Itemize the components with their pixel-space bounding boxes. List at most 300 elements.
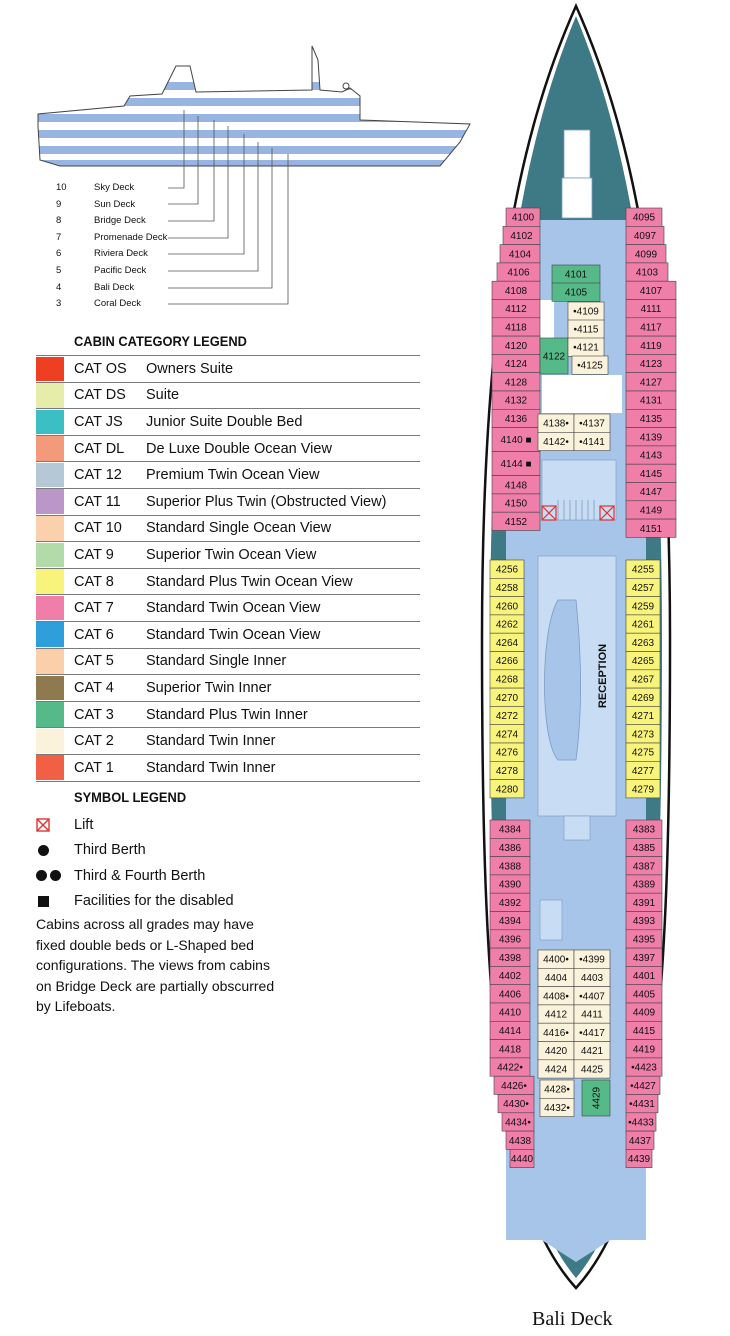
cabin-4280 (490, 780, 524, 798)
svg-text:•4137: •4137 (579, 418, 605, 430)
deck-name: Bridge Deck (94, 215, 146, 227)
category-code: CAT 5 (74, 653, 114, 670)
category-swatch (36, 622, 64, 647)
cabin-4111 (626, 300, 676, 318)
legend-item-fourth-berth (36, 863, 234, 889)
cabin-4266 (490, 652, 524, 670)
cabin-4145 (626, 464, 676, 482)
cabin-4270 (490, 688, 524, 706)
svg-text:4261: 4261 (631, 619, 655, 631)
cabin-4137 (574, 414, 610, 432)
svg-text:4438: 4438 (508, 1135, 532, 1147)
cabin-4399 (574, 950, 610, 968)
reception-label: RECEPTION (597, 643, 609, 709)
cabin-4278 (490, 761, 524, 779)
svg-text:4271: 4271 (631, 711, 655, 723)
cabin-4152 (492, 512, 540, 530)
cabin-4414 (490, 1021, 530, 1039)
svg-text:4415: 4415 (632, 1025, 656, 1037)
category-name: Owners Suite (146, 360, 234, 377)
cabin-4388 (490, 857, 530, 875)
cabin-4265 (626, 652, 660, 670)
svg-text:4434•: 4434• (505, 1117, 531, 1129)
svg-text:•4417: •4417 (579, 1027, 605, 1039)
category-name: Standard Plus Twin Ocean View (146, 573, 353, 590)
cabin-4424 (538, 1060, 574, 1078)
svg-text:4123: 4123 (639, 359, 663, 371)
category-swatch (36, 410, 64, 435)
svg-text:4262: 4262 (495, 619, 519, 631)
cabin-4410 (490, 1003, 530, 1021)
category-code: CAT 8 (74, 573, 114, 590)
third-berth-icon (36, 845, 74, 856)
cabin-4385 (626, 838, 662, 856)
category-code: CAT JS (74, 413, 123, 430)
cabin-4390 (490, 875, 530, 893)
cabin-category-legend (36, 355, 420, 782)
cabin-4150 (492, 494, 540, 512)
cabin-4264 (490, 633, 524, 651)
cabin-4415 (626, 1021, 662, 1039)
category-code: CAT 3 (74, 706, 114, 723)
cabin-4097 (626, 226, 664, 244)
svg-text:4425: 4425 (580, 1064, 604, 1076)
cabin-4112 (492, 300, 540, 318)
cabin-4405 (626, 985, 662, 1003)
cabin-4102 (503, 226, 540, 244)
svg-text:4135: 4135 (639, 413, 663, 425)
category-row (36, 755, 420, 782)
category-row (36, 516, 420, 543)
cabin-note: Cabins across all grades may have fixed double beds or L-Shaped bed configurations. The views from cabins on Bridge Deck are partially obscurred by Lifeboats. (36, 916, 275, 1014)
deck-number: 8 (56, 215, 62, 227)
cabin-4261 (626, 615, 660, 633)
cabin-4144 (492, 452, 540, 476)
category-swatch (36, 702, 64, 727)
category-swatch (36, 463, 64, 488)
svg-text:4131: 4131 (639, 395, 663, 407)
svg-text:4394: 4394 (498, 916, 522, 928)
svg-text:4279: 4279 (631, 784, 655, 796)
legend-label-third-berth: Third Berth (74, 842, 146, 859)
svg-text:4406: 4406 (498, 989, 522, 1001)
category-swatch (36, 569, 64, 594)
category-row (36, 409, 420, 436)
cabin-4433 (626, 1113, 656, 1131)
category-code: CAT 9 (74, 546, 114, 563)
svg-text:4132: 4132 (504, 395, 528, 407)
svg-text:4273: 4273 (631, 729, 655, 741)
cabin-4384 (490, 820, 530, 838)
fourth-berth-icon (36, 870, 74, 881)
cabin-4396 (490, 930, 530, 948)
cabin-4275 (626, 743, 660, 761)
category-row (36, 622, 420, 649)
cabin-4131 (626, 391, 676, 409)
cabin-4106 (497, 263, 540, 281)
legend-label-lift: Lift (74, 816, 94, 833)
svg-text:4424: 4424 (544, 1064, 568, 1076)
svg-text:4439: 4439 (627, 1154, 651, 1166)
svg-text:4418: 4418 (498, 1044, 522, 1056)
deck-name: Sun Deck (94, 198, 136, 210)
svg-text:4264: 4264 (495, 637, 519, 649)
cabin-4151 (626, 519, 676, 537)
cabin-4408 (538, 987, 574, 1005)
svg-text:•4109: •4109 (573, 306, 599, 318)
category-name: Standard Twin Ocean View (146, 626, 321, 643)
cabin-4268 (490, 670, 524, 688)
cabin-4412 (538, 1005, 574, 1023)
cabin-4401 (626, 966, 662, 984)
cabin-4257 (626, 578, 660, 596)
svg-text:4150: 4150 (504, 498, 528, 510)
cabin-4135 (626, 409, 676, 427)
svg-text:4104: 4104 (508, 249, 532, 261)
cabin-4259 (626, 597, 660, 615)
svg-text:4428•: 4428• (544, 1084, 570, 1096)
svg-text:4099: 4099 (634, 249, 658, 261)
cabin-4273 (626, 725, 660, 743)
category-row (36, 675, 420, 702)
category-row (36, 728, 420, 755)
svg-text:4389: 4389 (632, 879, 656, 891)
svg-text:•4399: •4399 (579, 954, 605, 966)
cabin-4418 (490, 1040, 530, 1058)
deck-number: 3 (56, 298, 62, 310)
svg-text:4278: 4278 (495, 765, 519, 777)
deck-name: Riviera Deck (94, 248, 148, 260)
cabin-4099 (626, 245, 666, 263)
cabin-4260 (490, 597, 524, 615)
cabin-4256 (490, 560, 524, 578)
cabin-4403 (574, 968, 610, 986)
svg-text:4148: 4148 (504, 480, 528, 492)
category-row (36, 462, 420, 489)
cabin-4149 (626, 501, 676, 519)
category-row (36, 649, 420, 676)
category-swatch (36, 383, 64, 408)
cabin-4100 (506, 208, 540, 226)
cabin-4262 (490, 615, 524, 633)
svg-text:4426•: 4426• (501, 1080, 527, 1092)
svg-text:4392: 4392 (498, 897, 522, 909)
svg-text:4120: 4120 (504, 340, 528, 352)
svg-text:4105: 4105 (564, 287, 588, 299)
deck-row (56, 213, 167, 230)
cabin-4277 (626, 761, 660, 779)
cabin-4258 (490, 578, 524, 596)
category-row (36, 489, 420, 516)
cabin-4434 (502, 1113, 534, 1131)
category-swatch (36, 676, 64, 701)
svg-text:4396: 4396 (498, 934, 522, 946)
svg-text:4277: 4277 (631, 765, 655, 777)
category-name: Superior Twin Ocean View (146, 546, 317, 563)
cabin-4402 (490, 966, 530, 984)
category-row (36, 569, 420, 596)
symbol-legend-title: SYMBOL LEGEND (74, 789, 187, 805)
cabin-4387 (626, 857, 662, 875)
deck-name: Pacific Deck (94, 264, 147, 276)
svg-text:4274: 4274 (495, 729, 519, 741)
cabin-4404 (538, 968, 574, 986)
category-name: Standard Twin Inner (146, 759, 276, 776)
svg-text:4103: 4103 (635, 267, 659, 279)
cabin-4142 (538, 432, 574, 450)
cabin-4119 (626, 336, 676, 354)
category-name: Standard Plus Twin Inner (146, 706, 308, 723)
svg-text:4151: 4151 (639, 523, 663, 535)
cabin-4383 (626, 820, 662, 838)
svg-text:4127: 4127 (639, 377, 663, 389)
svg-text:4145: 4145 (639, 468, 663, 480)
svg-text:4405: 4405 (632, 989, 656, 1001)
category-row (36, 702, 420, 729)
category-code: CAT 2 (74, 733, 114, 750)
deck-number: 10 (56, 182, 67, 193)
category-code: CAT DS (74, 387, 126, 404)
cabin-4136 (492, 409, 540, 427)
svg-text:4266: 4266 (495, 656, 519, 668)
cabin-4386 (490, 838, 530, 856)
cabin-4438 (506, 1131, 534, 1149)
svg-text:4124: 4124 (504, 359, 528, 371)
deck-plan (476, 0, 730, 1300)
svg-text:4390: 4390 (498, 879, 522, 891)
legend-item-lift (36, 812, 234, 838)
cabin-4269 (626, 688, 660, 706)
cabin-4429 (582, 1080, 610, 1116)
cabin-4263 (626, 633, 660, 651)
cabin-4393 (626, 912, 662, 930)
category-row (36, 383, 420, 410)
disabled-facilities-icon (36, 896, 74, 907)
deck-row (56, 280, 167, 297)
svg-text:•4433: •4433 (628, 1117, 654, 1129)
svg-text:4410: 4410 (498, 1007, 522, 1019)
cabin-4276 (490, 743, 524, 761)
svg-text:4386: 4386 (498, 842, 522, 854)
category-name: Junior Suite Double Bed (146, 413, 303, 430)
svg-text:4136: 4136 (504, 413, 528, 425)
cabin-4118 (492, 318, 540, 336)
svg-text:•4407: •4407 (579, 991, 605, 1003)
svg-text:4384: 4384 (498, 824, 522, 836)
svg-text:4106: 4106 (507, 267, 530, 279)
svg-text:4128: 4128 (504, 377, 528, 389)
lift-icon (36, 818, 74, 832)
category-swatch (36, 543, 64, 568)
cabin-4431 (626, 1095, 658, 1113)
svg-text:4122: 4122 (542, 351, 566, 363)
cabin-4103 (626, 263, 668, 281)
svg-text:4398: 4398 (498, 952, 522, 964)
cabin-4439 (626, 1149, 652, 1167)
cabin-4420 (538, 1042, 574, 1060)
cabin-4122 (540, 338, 568, 374)
cabin-4115 (568, 320, 604, 338)
category-code: CAT 10 (74, 520, 122, 537)
cabin-4398 (490, 948, 530, 966)
category-swatch (36, 649, 64, 674)
svg-text:4437: 4437 (628, 1135, 652, 1147)
deck-name: Coral Deck (94, 298, 141, 310)
svg-text:4383: 4383 (632, 824, 656, 836)
cabin-4425 (574, 1060, 610, 1078)
svg-text:4255: 4255 (631, 564, 655, 576)
svg-text:4267: 4267 (631, 674, 655, 686)
svg-text:4397: 4397 (632, 952, 656, 964)
cabin-4101 (552, 265, 600, 283)
cabin-4422 (490, 1058, 530, 1076)
category-code: CAT 12 (74, 467, 122, 484)
category-swatch (36, 357, 64, 382)
svg-text:4144 ■: 4144 ■ (500, 459, 532, 471)
deck-number: 7 (56, 231, 62, 243)
category-row (36, 542, 420, 569)
category-name: Standard Single Ocean View (146, 520, 332, 537)
svg-text:4138•: 4138• (543, 418, 569, 430)
cabin-4400 (538, 950, 574, 968)
cabin-4148 (492, 476, 540, 494)
svg-text:4412: 4412 (544, 1009, 568, 1021)
svg-text:4385: 4385 (632, 842, 656, 854)
cabin-4271 (626, 706, 660, 724)
svg-text:•4115: •4115 (573, 324, 599, 336)
svg-text:4422•: 4422• (497, 1062, 523, 1074)
category-code: CAT 6 (74, 626, 114, 643)
category-name: Suite (146, 387, 180, 404)
svg-text:4147: 4147 (639, 487, 663, 499)
category-name: Superior Plus Twin (Obstructed View) (146, 493, 387, 510)
svg-text:4265: 4265 (631, 656, 655, 668)
cabin-4395 (626, 930, 662, 948)
svg-text:4409: 4409 (632, 1007, 656, 1019)
cabin-4432 (540, 1098, 574, 1116)
category-name: Standard Twin Ocean View (146, 600, 321, 617)
cabin-4132 (492, 391, 540, 409)
cabin-legend-title: CABIN CATEGORY LEGEND (74, 333, 247, 349)
legend-label-fourth-berth: Third & Fourth Berth (74, 867, 206, 884)
cabin-4430 (498, 1095, 534, 1113)
svg-text:4097: 4097 (633, 230, 657, 242)
category-code: CAT 7 (74, 600, 114, 617)
deck-row (56, 230, 167, 247)
cabin-4417 (574, 1023, 610, 1041)
svg-text:4139: 4139 (639, 432, 663, 444)
cabin-4147 (626, 483, 676, 501)
svg-text:4421: 4421 (580, 1046, 604, 1058)
svg-text:4101: 4101 (564, 269, 588, 281)
svg-text:4107: 4107 (639, 285, 663, 297)
svg-text:4095: 4095 (632, 212, 656, 224)
svg-text:4393: 4393 (632, 916, 656, 928)
cabin-4267 (626, 670, 660, 688)
symbol-legend (36, 812, 234, 914)
cabin-4125 (572, 356, 608, 374)
svg-text:4388: 4388 (498, 861, 522, 873)
cabin-4123 (626, 354, 676, 372)
category-swatch (36, 596, 64, 621)
category-name: Superior Twin Inner (146, 679, 272, 696)
svg-text:4256: 4256 (495, 564, 519, 576)
deck-name: Promenade Deck (94, 231, 168, 243)
cabin-4279 (626, 780, 660, 798)
legend-item-third-berth (36, 838, 234, 864)
svg-text:•4431: •4431 (629, 1099, 655, 1111)
svg-text:•4141: •4141 (579, 436, 605, 448)
svg-text:4258: 4258 (495, 582, 519, 594)
svg-text:4272: 4272 (495, 711, 519, 723)
category-code: CAT DL (74, 440, 125, 457)
svg-text:4149: 4149 (639, 505, 663, 517)
cabin-4394 (490, 912, 530, 930)
svg-text:4112: 4112 (505, 304, 527, 316)
cabin-4128 (492, 373, 540, 391)
svg-text:4263: 4263 (631, 637, 655, 649)
svg-text:4391: 4391 (632, 897, 656, 909)
cabin-4272 (490, 706, 524, 724)
deck-row (56, 296, 167, 313)
deck-number: 4 (56, 281, 62, 293)
cabin-4139 (626, 428, 676, 446)
category-name: Premium Twin Ocean View (146, 467, 320, 484)
svg-text:4400•: 4400• (543, 954, 569, 966)
svg-text:4395: 4395 (632, 934, 656, 946)
svg-text:4402: 4402 (498, 971, 522, 983)
deck-list (56, 180, 167, 313)
svg-text:4440: 4440 (510, 1154, 534, 1166)
svg-text:4152: 4152 (504, 516, 528, 528)
category-row (36, 436, 420, 463)
cabin-4117 (626, 318, 676, 336)
category-swatch (36, 729, 64, 754)
cabin-4107 (626, 281, 676, 299)
svg-text:4140 ■: 4140 ■ (500, 435, 532, 447)
cabin-4141 (574, 432, 610, 450)
cabin-4140 (492, 428, 540, 452)
cabin-4104 (500, 245, 540, 263)
svg-text:4280: 4280 (495, 784, 519, 796)
cabin-4427 (626, 1076, 660, 1094)
cabin-4423 (626, 1058, 662, 1076)
deck-row (56, 246, 167, 263)
svg-text:•4125: •4125 (577, 360, 603, 372)
cabin-4421 (574, 1042, 610, 1060)
svg-text:4100: 4100 (511, 212, 535, 224)
deck-title: Bali Deck (532, 1308, 613, 1330)
svg-text:4387: 4387 (632, 861, 656, 873)
svg-text:4117: 4117 (640, 322, 662, 334)
category-code: CAT OS (74, 360, 127, 377)
cabin-4274 (490, 725, 524, 743)
cabin-4389 (626, 875, 662, 893)
svg-text:4108: 4108 (504, 285, 528, 297)
svg-text:•4121: •4121 (573, 342, 599, 354)
deck-row (56, 197, 167, 214)
cabin-4105 (552, 283, 600, 301)
svg-text:4276: 4276 (495, 747, 519, 759)
cabin-4095 (626, 208, 662, 226)
svg-text:4419: 4419 (632, 1044, 656, 1056)
cabin-4121 (568, 338, 604, 356)
cabin-4108 (492, 281, 540, 299)
svg-text:4275: 4275 (631, 747, 655, 759)
cabin-4391 (626, 893, 662, 911)
deck-row (56, 263, 167, 280)
svg-text:4420: 4420 (544, 1046, 568, 1058)
